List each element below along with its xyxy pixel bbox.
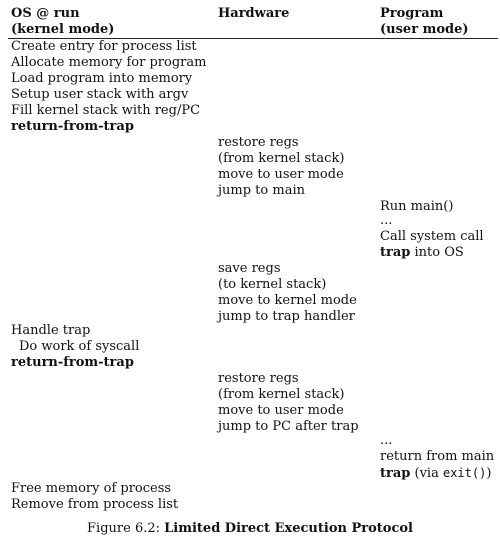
hw-step: (from kernel stack): [218, 387, 345, 402]
os-step-return-from-trap: return-from-trap: [11, 355, 134, 370]
os-step: Load program into memory: [11, 71, 193, 86]
prog-step: Run main(): [380, 199, 454, 214]
hardware-header: Hardware: [218, 6, 290, 21]
hw-step: (to kernel stack): [218, 277, 327, 292]
os-header-line-1: OS @ run: [11, 6, 80, 21]
os-step-return-from-trap: return-from-trap: [11, 119, 134, 134]
hw-step: restore regs: [218, 371, 299, 386]
exit-call: exit(): [442, 466, 487, 480]
hw-step: jump to trap handler: [218, 309, 355, 324]
program-header-line-1: Program: [380, 6, 444, 21]
os-step: Allocate memory for program: [11, 55, 207, 70]
prog-step-trap-exit: [380, 465, 491, 482]
os-step: Remove from process list: [11, 497, 179, 512]
os-step: Create entry for process list: [11, 39, 197, 54]
hw-step: (from kernel stack): [218, 151, 345, 166]
caption-prefix: Figure 6.2:: [87, 521, 160, 536]
os-step: Free memory of process: [11, 481, 172, 496]
os-step: Setup user stack with argv: [11, 87, 189, 102]
os-header-line-2: (kernel mode): [11, 22, 115, 37]
hw-step: move to user mode: [218, 167, 344, 182]
figure-caption: [0, 521, 500, 537]
os-step: Fill kernel stack with reg/PC: [11, 103, 201, 118]
prog-step-ellipsis: ...: [380, 433, 393, 448]
os-step: Handle trap: [11, 323, 91, 338]
trap-desc: into OS: [414, 245, 464, 260]
hw-step: move to user mode: [218, 403, 344, 418]
hw-step: save regs: [218, 261, 281, 276]
prog-step: Call system call: [380, 229, 484, 244]
caption-title: Limited Direct Execution Protocol: [164, 521, 413, 536]
trap-keyword: trap: [380, 466, 411, 481]
close-paren: ): [486, 466, 492, 481]
hw-step: jump to main: [218, 183, 305, 198]
program-header-line-2: (user mode): [380, 22, 469, 37]
hw-step: restore regs: [218, 135, 299, 150]
trap-keyword: trap: [380, 245, 411, 260]
os-step-indented: Do work of syscall: [19, 339, 140, 354]
prog-step: return from main: [380, 449, 495, 464]
prog-step-trap: [380, 245, 464, 261]
via-text: (via: [414, 466, 439, 481]
prog-step-ellipsis: ...: [380, 213, 393, 228]
hw-step: jump to PC after trap: [218, 419, 359, 434]
hw-step: move to kernel mode: [218, 293, 357, 308]
